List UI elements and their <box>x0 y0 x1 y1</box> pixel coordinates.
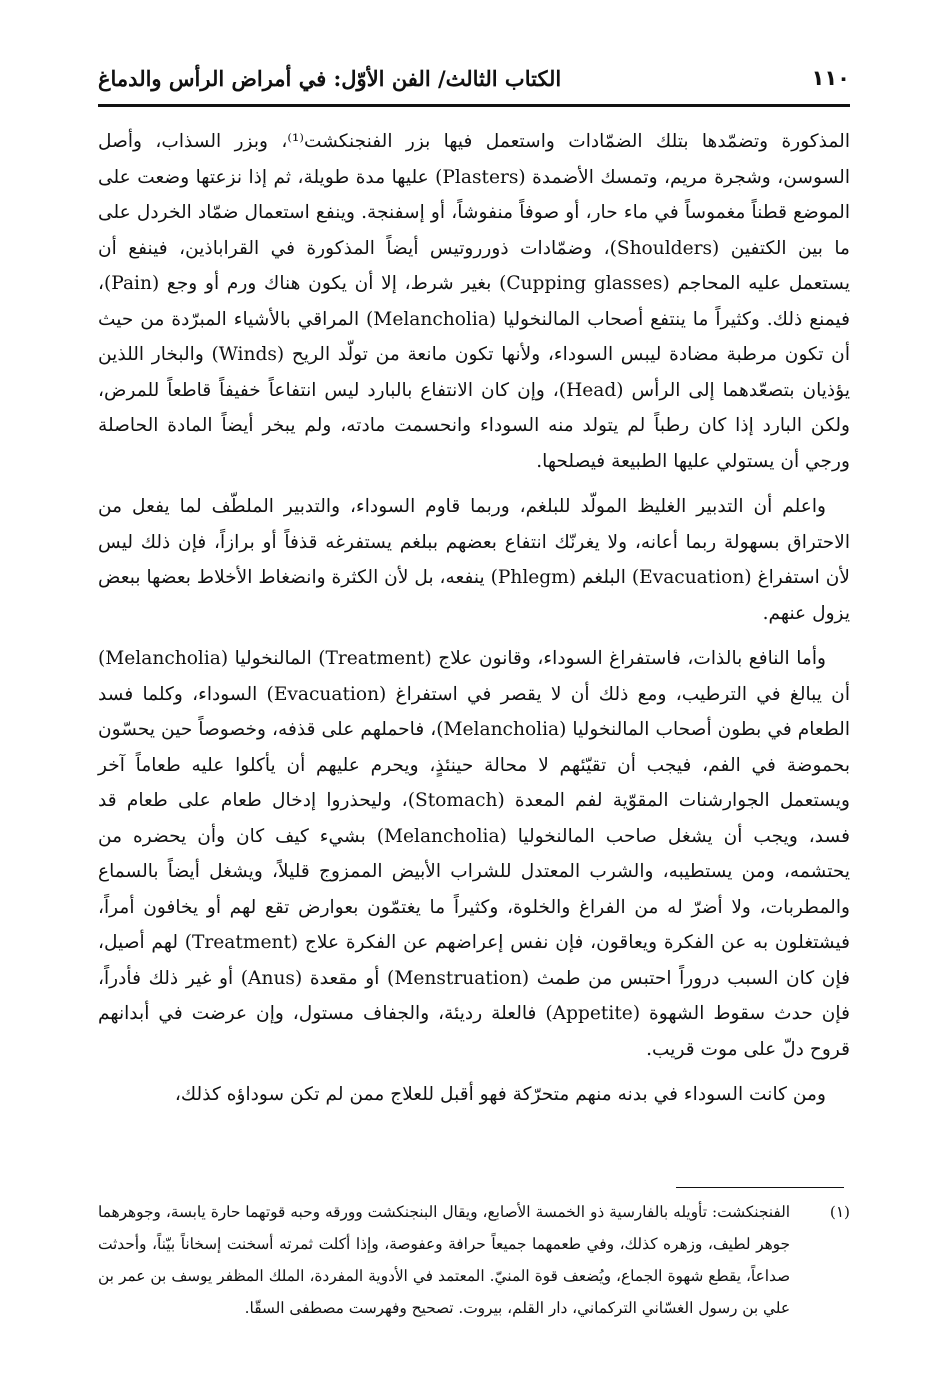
footnote-rule <box>676 1187 844 1188</box>
footnote-marker: (١) <box>829 1203 850 1221</box>
paragraph: واعلم أن التدبير الغليظ المولّد للبلغم، وربما قاوم السوداء، والتدبير الملطّف لما يفعل من الاحتراق بسهولة ربما أعانه، ولا يغرنّك انتفاع بعضهم ببلغم يستفرغه قذفاً أو برازاً، فإن ذلك ليس لأن استفراغ (Evacuation) البلغم (Phlegm) ينفعه، بل لأن الكثرة وانضغاط الأخلاط بعضها ببعض يزول عنهم. <box>98 496 850 624</box>
paragraph: وأما النافع بالذات، فاستفراغ السوداء، وقانون علاج (Treatment) المالنخوليا (Melancholia) أن يبالغ في الترطيب، ومع ذلك أن لا يقصر في استفراغ (Evacuation) السوداء، وكلما فسد الطعام في بطون أصحاب المالنخوليا (Melancholia)، فاحملهم على قذفه، وخصوصاً حين يحسّون بحموضة في الفم، فيجب أن تقيّئهم لا محالة حينئذٍ، ويحرم عليهم أن يأكلوا عليه طعاماً آخر ويستعمل الجوارشنات المقوّية لفم المعدة (Stomach)، وليحذروا إدخال طعام على طعام قد فسد، ويجب أن يشغل صاحب المالنخوليا (Melancholia) بشيء كيف كان وأن يحضره من يحتشمه، ومن يستطيبه، والشرب المعتدل للشراب الأبيض الممزوج قليلاً، ويشغل أيضاً بالسماع والمطربات، ولا أضرّ له من الفراغ والخلوة، وكثيراً ما يغتمّون بعوارض تقع لهم أو يخافون أمراً، فيشتغلون به عن الفكرة ويعاقون، فإن نفس إعراضهم عن الفكرة علاج (Treatment) لهم أصيل، فإن كان السبب دروراً احتبس من طمث (Menstruation) أو مقعدة (Anus) أو غير ذلك فأدراً، فإن حدث سقوط الشهوة (Appetite) فالعلة رديئة، والجفاف مستول، وإن عرضت في أبدانهم قروح دلّ على موت قريب. <box>98 648 851 1060</box>
paragraph: ومن كانت السوداء في بدنه منهم متحرّكة فهو أقبل للعلاج ممن لم تكن سوداؤه كذلك، <box>174 1084 826 1105</box>
body-text <box>98 124 850 1123</box>
header-rule <box>98 104 850 107</box>
page-header <box>98 58 850 98</box>
page-number: ١١٠ <box>811 66 850 90</box>
footnote-text: الفنجنكشت: تأويله بالفارسية ذو الخمسة الأصابع، ويقال البنجنكشت وورقه وحبه قوتهما حارة يابسة، وجوهرهما جوهر لطيف، وزهره كذلك، وفي طعمهما جميعاً حرافة وعفوصة، وإذا أكلت ثمرته أسخنت إسخاناً بيّناً، وأحدثت صداعاً، يقطع شهوة الجماع، ويُضعف قوة المنيّ. المعتمد في الأدوية المفردة، الملك المظفر يوسف بن عمر بن علي بن رسول الغسّاني التركماني، دار القلم، بيروت. تصحيح وفهرست مصطفى السقّا. <box>98 1203 790 1317</box>
footnote <box>98 1196 850 1324</box>
paragraph: المذكورة وتضمّدها بتلك الضمّادات واستعمل فيها بزر الفنجنكشت⁽¹⁾، وبزر السذاب، وأصل السوسن، وشجرة مريم، وتمسك الأضمدة (Plasters) عليها مدة طويلة، ثم إذا نزعتها وضعت على الموضع قطناً مغموساً في ماء حار، أو صوفاً منفوشاً، أو إسفنجة. وينفع استعمال ضمّاد الخردل على ما بين الكتفين (Shoulders)، وضمّادات ذورروتيس أيضاً المذكورة في القراباذين، فينفع أن يستعمل عليه المحاجم (Cupping glasses) بغير شرط، إلا أن يكون هناك ورم أو وجع (Pain)، فيمنع ذلك. وكثيراً ما ينتفع أصحاب المالنخوليا (Melancholia) المراقي بالأشياء المبرّدة من حيث أن تكون مرطبة مضادة ليبس السوداء، ولأنها تكون مانعة من تولّد الريح (Winds) والبخار اللذين يؤذيان بتصعّدهما إلى الرأس (Head)، وإن كان الانتفاع بالبارد ليس انتفاعاً خفيفاً قاطعاً للمرض، ولكن البارد إذا كان رطباً لم يتولد منه السوداء وانحسمت مادته، ولم يبخر أيضاً المادة الحاصلة ورجي أن يستولي عليها الطبيعة فيصلحها. <box>98 131 851 472</box>
running-head: الكتاب الثالث/ الفن الأوّل: في أمراض الرأس والدماغ <box>98 65 562 91</box>
